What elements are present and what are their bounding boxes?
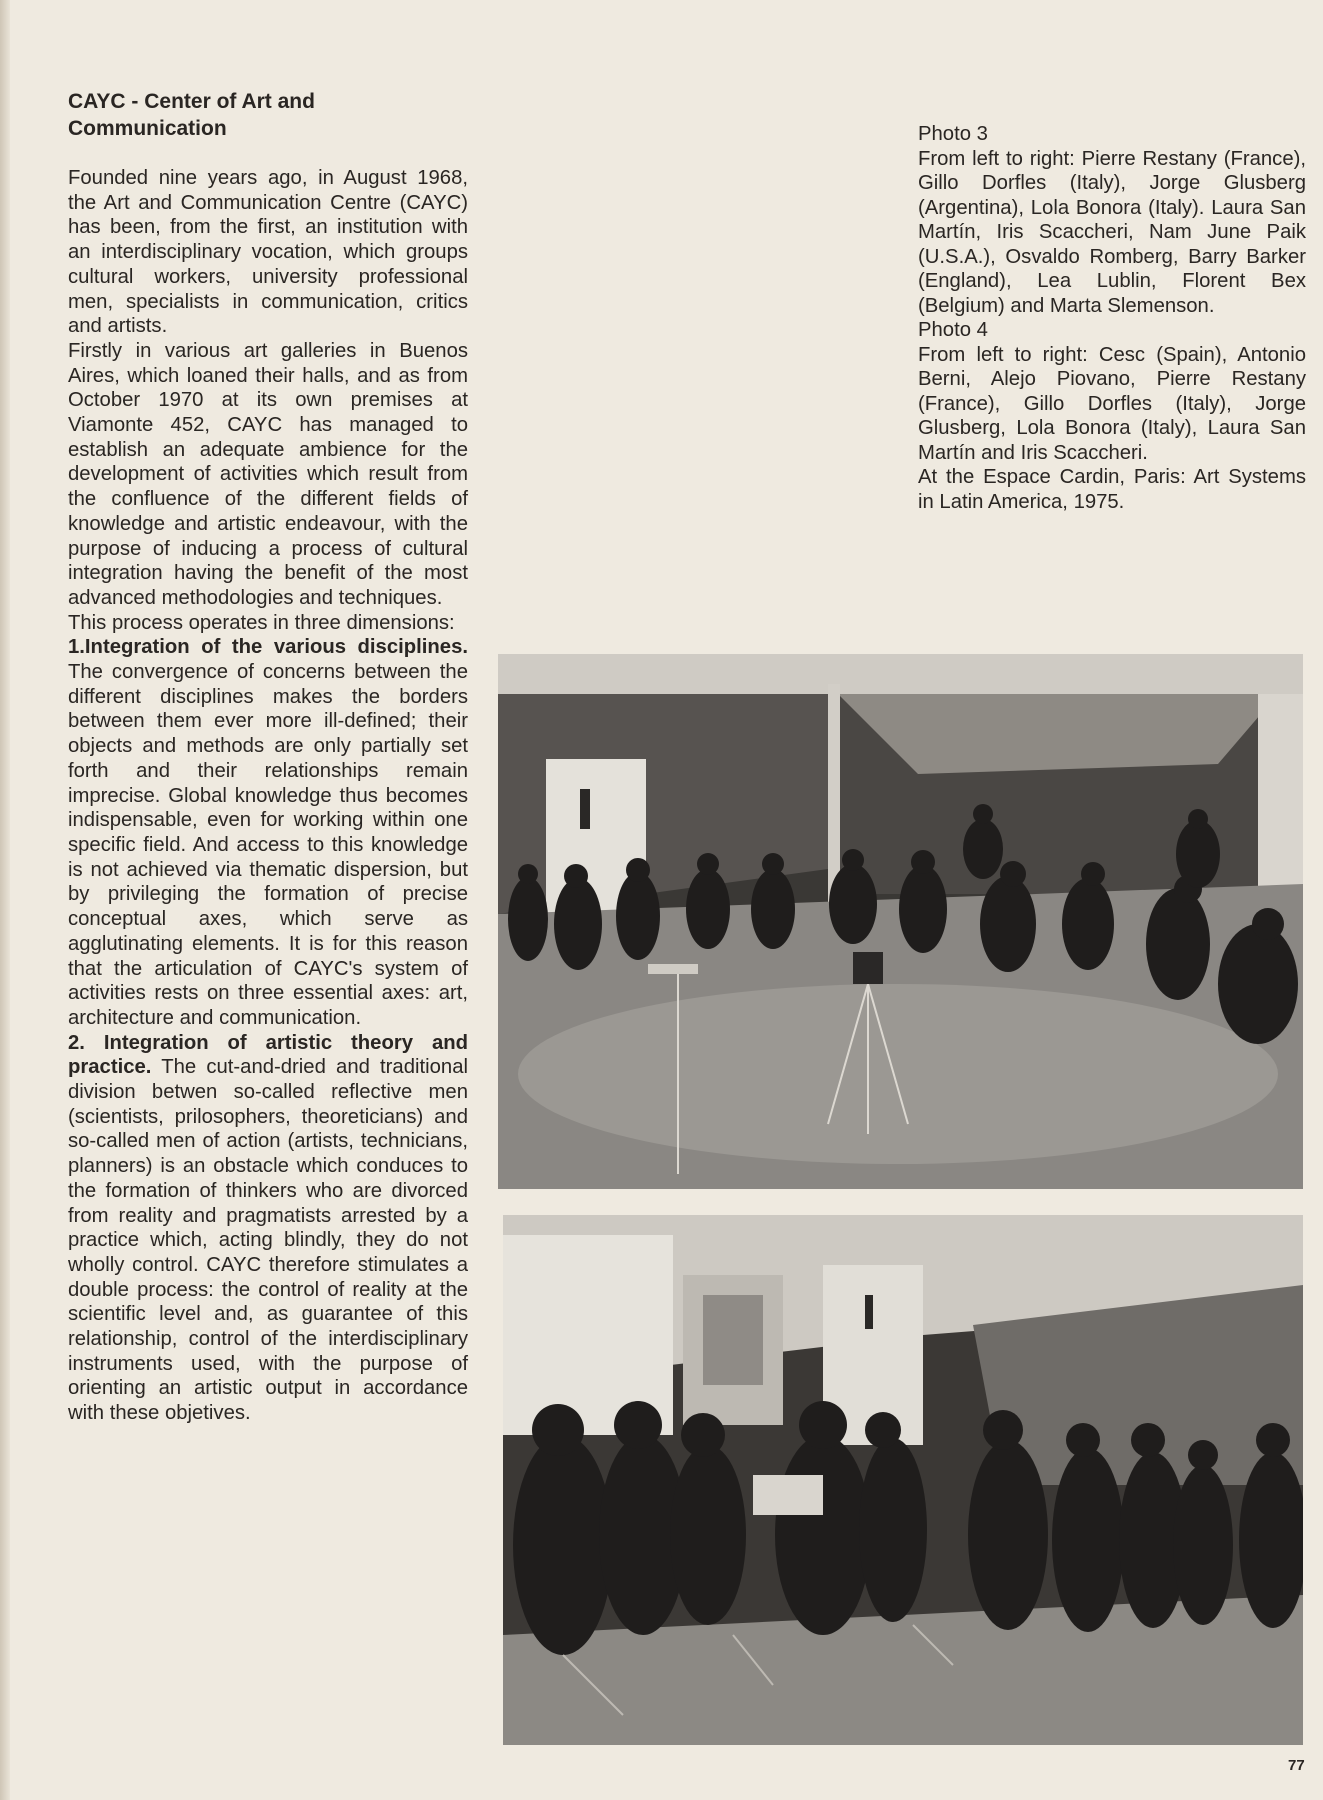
article-column	[68, 88, 468, 1426]
point-2-title: 2. Integration of artistic theory and practice.	[68, 1031, 468, 1079]
point-1-text: The convergence of concerns between the different disciplines makes the borders between them ever more ill-defined; their objects and methods are only partially set forth and their relationships remain imprecise. Global knowledge thus becomes indispensable, even for working within one specific field. And access to this knowledge is not achieved via thematic dispersion, but by privileging the formation of precise conceptual axes, which serve as agglutinating elements. It is for this reason that the articulation of CAYC's system of activities rests on three essential axes: art, architecture and communication.	[68, 661, 468, 1029]
photo-4	[503, 1215, 1303, 1745]
article-paragraph: Founded nine years ago, in August 1968, the Art and Communication Centre (CAYC) has been, from the first, an institution with an interdisciplinary vocation, which groups cultural workers, university professional men, specialists in communication, critics and artists.	[68, 167, 468, 338]
article-paragraph: This process operates in three dimensions:	[68, 611, 455, 634]
photo-4-label: Photo 4	[918, 319, 988, 341]
article-heading: CAYC - Center of Art and Communication	[68, 90, 315, 140]
photo-3	[498, 654, 1303, 1189]
photo-4-caption: From left to right: Cesc (Spain), Antonio Berni, Alejo Piovano, Pierre Restany (France), Gillo Dorfles (Italy), Jorge Glusberg, Lola Bonora (Italy), Laura San Martín and Iris Scaccheri.	[918, 343, 1306, 464]
page-binding-edge	[0, 0, 10, 1800]
article-body	[68, 166, 468, 1426]
photo-3-label: Photo 3	[918, 123, 988, 145]
point-2-text: The cut-and-dried and traditional division betwen so-called reflective men (scientists, prilosophers, theoreticians) and so-called men of action (artists, technicians, planners) is an obstacle which conduces to the formation of thinkers who are divorced from reality and pragmatists arrested by a practice which, acting blindly, they do not wholly control. CAYC therefore stimulates a double process: the control of reality at the scientific level and, as guarantee of this relationship, control of the interdisciplinary instruments used, with the purpose of orienting an artistic output in accordance with these objetives.	[68, 1056, 468, 1425]
point-2	[68, 1031, 468, 1426]
point-1-title: 1.Integration of the various disciplines.	[68, 636, 468, 659]
page-number: 77	[1288, 1757, 1305, 1774]
photo-3-image	[498, 654, 1303, 1189]
article-paragraph: Firstly in various art galleries in Buenos Aires, which loaned their halls, and as from October 1970 at its own premises at Viamonte 452, CAYC has managed to establish an adequate ambience for the development of activities which result from the confluence of the different fields of knowledge and artistic endeavour, with the purpose of inducing a process of cultural integration having the benefit of the most advanced methodologies and techniques.	[68, 339, 468, 609]
point-1	[68, 635, 468, 1030]
photo-4-image	[503, 1215, 1303, 1745]
photo-captions	[918, 122, 1306, 514]
photo-3-caption: From left to right: Pierre Restany (France), Gillo Dorfles (Italy), Jorge Glusberg (Argentina), Lola Bonora (Italy). Laura San Martín, Iris Scaccheri, Nam June Paik (U.S.A.), Osvaldo Romberg, Barry Barker (England), Lea Lublin, Florent Bex (Belgium) and Marta Slemenson.	[918, 147, 1306, 317]
venue-caption: At the Espace Cardin, Paris: Art Systems in Latin America, 1975.	[918, 466, 1306, 513]
